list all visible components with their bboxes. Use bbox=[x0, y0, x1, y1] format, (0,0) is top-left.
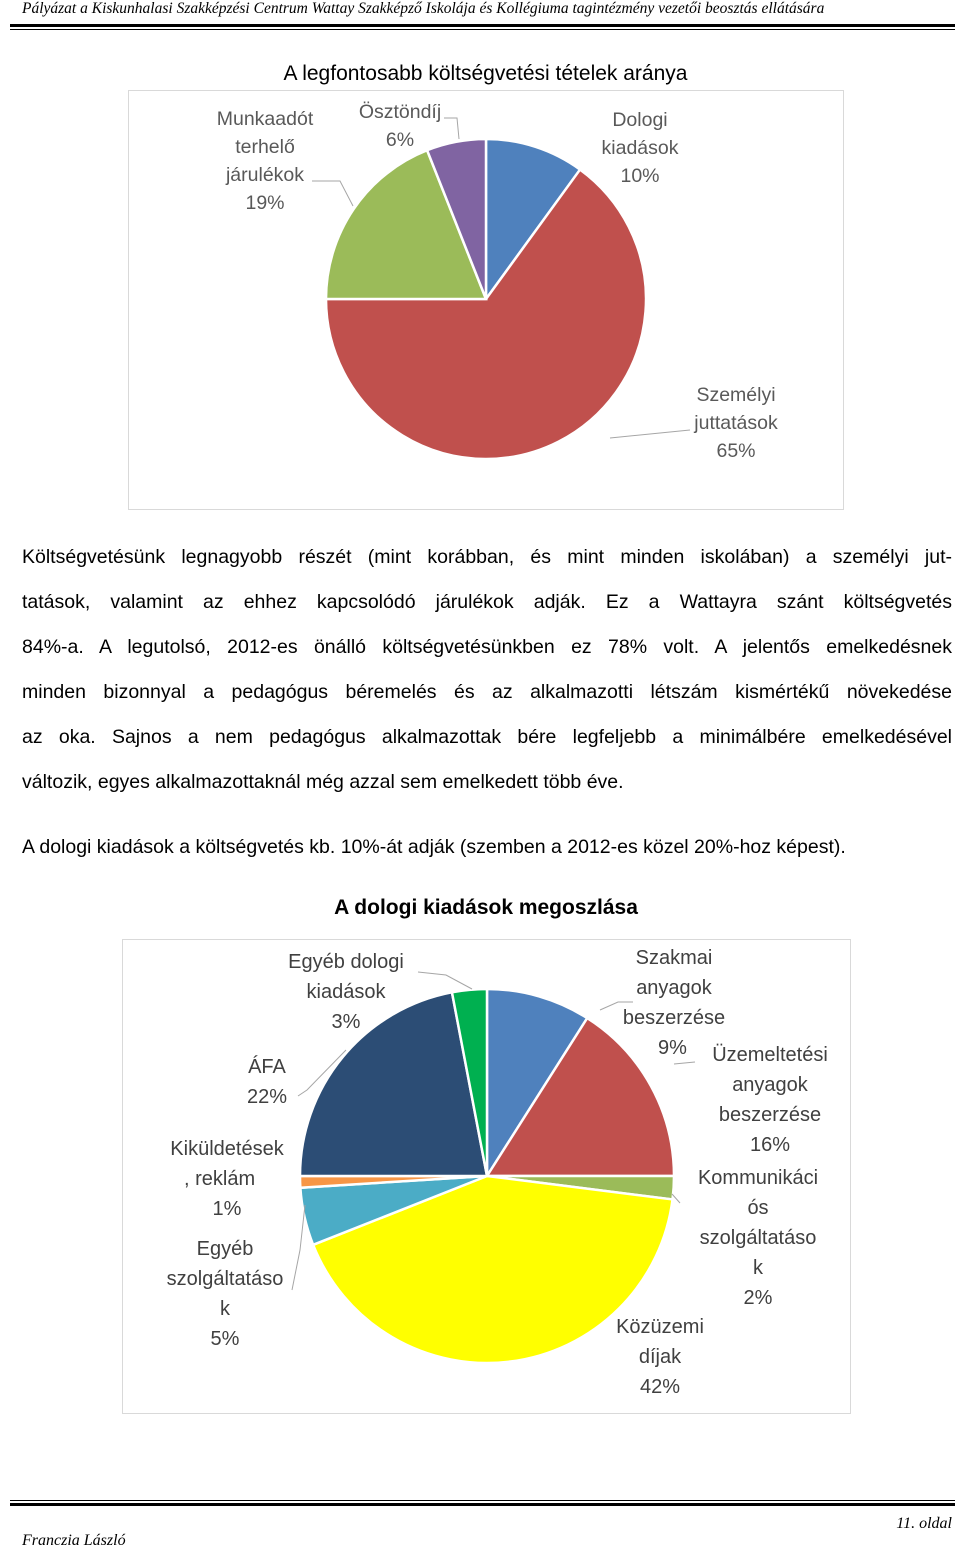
page-number: 11. oldal bbox=[896, 1515, 952, 1532]
footer-rule-thick bbox=[10, 1503, 955, 1506]
paragraph-line: Költségvetésünk legnagyobb részét (mint korábban, és mint minden iskolában) a személyi jut- bbox=[22, 546, 952, 568]
paragraph-line: tatások, valamint az ehhez kapcsolódó járulékok adják. Ez a Wattayra szánt költségvetés bbox=[22, 591, 952, 613]
chart2-title: A dologi kiadások megoszlása bbox=[334, 896, 638, 919]
chart1-title: A legfontosabb költségvetési tételek aránya bbox=[283, 62, 688, 85]
chart2-label-egyeb-dologi: Egyéb dologi kiadások 3% bbox=[288, 951, 404, 1033]
paragraph-line: 84%-a. A legutolsó, 2012-es önálló költségvetésünkben ez 78% volt. A jelentős emelkedésnek bbox=[22, 636, 952, 658]
leader-line bbox=[418, 972, 472, 989]
footer-rule-thin bbox=[10, 1500, 955, 1501]
chart1-label-szemelyi: Személyi juttatások 65% bbox=[694, 384, 778, 462]
header-title: Pályázat a Kiskunhalasi Szakképzési Centrum Wattay Szakképző Iskolája és Kollégiuma tagintézmény vezetői beosztás ellátására bbox=[22, 0, 825, 17]
chart1-label-osztondij: Ösztöndíj 6% bbox=[358, 101, 442, 151]
chart2-label-egyeb-szolg: Egyéb szolgáltatáso k 5% bbox=[166, 1238, 284, 1350]
footer-author: Franczia László bbox=[22, 1532, 126, 1549]
paragraph-line: A dologi kiadások a költségvetés kb. 10%-át adják (szemben a 2012-es közel 20%-hoz képest). bbox=[22, 836, 846, 858]
chart1-label-dologi: Dologi kiadások 10% bbox=[601, 109, 679, 187]
chart2-label-afa: ÁFA 22% bbox=[246, 1056, 288, 1108]
chart2-label-kikuldetesek: Kiküldetések , reklám 1% bbox=[170, 1138, 284, 1220]
chart2-label-uzemeltetesi: Üzemeltetési anyagok beszerzése 16% bbox=[712, 1044, 828, 1156]
paragraph-line: változik, egyes alkalmazottaknál még azzal sem emelkedett több éve. bbox=[22, 771, 624, 793]
chart2-label-szakmai: Szakmai anyagok beszerzése 9% bbox=[622, 947, 726, 1059]
paragraph-line: az oka. Sajnos a nem pedagógus alkalmazottak bére legfeljebb a minimálbére emelkedésével bbox=[22, 726, 952, 748]
chart2-label-kommunikacios: Kommunikáci ós szolgáltatáso k 2% bbox=[697, 1167, 819, 1309]
chart1-label-munkaado: Munkaadót terhelő járulékok 19% bbox=[216, 108, 314, 214]
paragraph-line: minden bizonnyal a pedagógus béremelés és az alkalmazotti létszám kismértékű növekedése bbox=[22, 681, 952, 703]
chart2-label-kozuzemi: Közüzemi díjak 42% bbox=[616, 1316, 704, 1398]
